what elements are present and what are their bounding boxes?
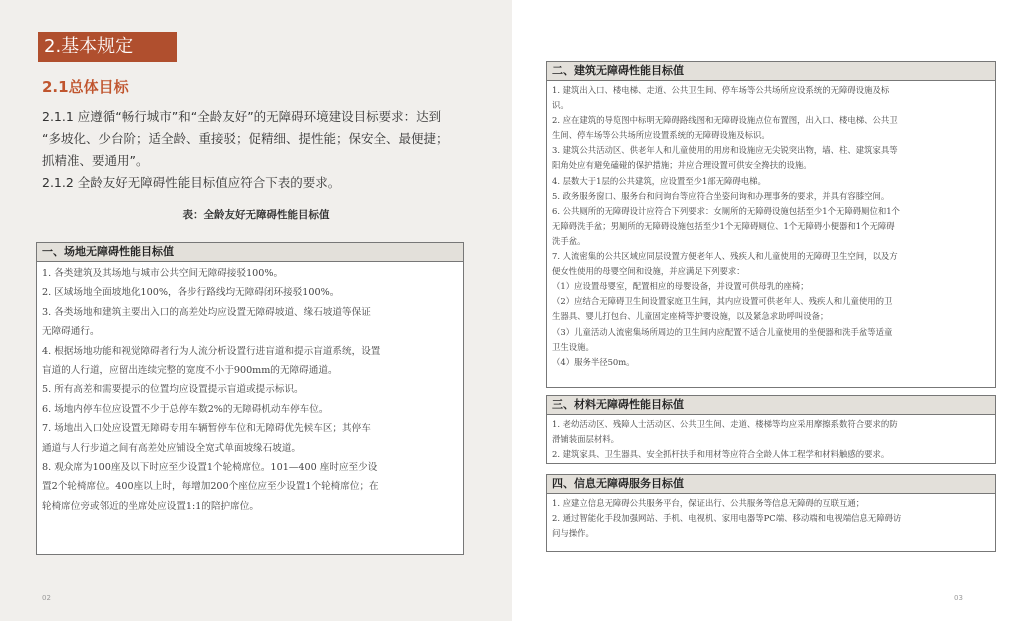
information-box-body	[547, 494, 995, 543]
paragraph-2-1-2: 2.1.2 全龄友好无障碍性能目标值应符合下表的要求。	[42, 175, 341, 190]
list-item: 2. 建筑家具、卫生器具、安全抓杆扶手和用材等应符合全龄人体工程学和材料触感的要求。	[552, 449, 890, 460]
list-item: （3）儿童活动人流密集场所周边的卫生间内应配置不适合儿童使用的坐便器和洗手盆等适童	[552, 326, 893, 337]
page-number-left: 02	[42, 594, 51, 602]
information-box-title: 四、信息无障碍服务目标值	[547, 475, 995, 494]
list-item: 滑铺装面层材料。	[552, 434, 619, 445]
list-item: 2. 应在建筑的导览图中标明无障碍路线图和无障碍设施点位布置图，出入口、楼电梯、公共卫	[552, 115, 898, 126]
list-item: 1. 建筑出入口、楼电梯、走道、公共卫生间、停车场等公共场所应设系统的无障碍设施及标	[552, 85, 890, 95]
list-item: 4. 根据场地功能和视觉障碍者行为人流分析设置行进盲道和提示盲道系统，设置	[42, 345, 381, 357]
material-box-title: 三、材料无障碍性能目标值	[547, 396, 995, 415]
list-item: 阳角处应有避免磕碰的保护措施；并应合理设置可供安全搀扶的设施。	[552, 160, 812, 171]
table-caption: 表：全龄友好无障碍性能目标值	[182, 209, 330, 221]
list-item: 7. 场地出入口处应设置无障碍专用车辆暂停车位和无障碍优先候车区；其停车	[42, 423, 371, 435]
list-item: 识。	[552, 100, 569, 111]
list-item: 置2个轮椅席位。400座以上时，每增加200个座位应至少设置1个轮椅席位；在	[42, 481, 379, 493]
page-number-right: 03	[954, 594, 963, 602]
building-box-title: 二、建筑无障碍性能目标值	[547, 62, 995, 81]
building-accessibility-box	[546, 61, 996, 388]
list-item: 洗手盆。	[552, 235, 586, 246]
list-item: 2. 区域场地全面坡地化100%，各步行路线均无障碍闭环接驳100%。	[42, 287, 340, 299]
list-item: 3. 各类场地和建筑主要出入口的高差处均应设置无障碍坡道、缘石坡道等保证	[42, 306, 371, 318]
material-accessibility-box	[546, 395, 996, 464]
site-box-title: 一、场地无障碍性能目标值	[37, 243, 463, 262]
list-item: 6. 场地内停车位应设置不少于总停车数2%的无障碍机动车停车位。	[42, 403, 329, 415]
section-title: 2.1总体目标	[42, 78, 129, 96]
list-item: 4. 层数大于1层的公共建筑，应设置至少1部无障碍电梯。	[552, 175, 766, 186]
list-item: 卫生设施。	[552, 341, 594, 352]
list-item: 无障碍通行。	[42, 326, 100, 338]
list-item: 7. 人流密集的公共区域应同层设置方便老年人、残疾人和儿童使用的无障碍卫生空间，以及方	[552, 251, 898, 262]
list-item: 通道与人行步道之间有高差处应铺设全宽式单面坡缘石坡道。	[42, 442, 302, 454]
site-box-body	[37, 262, 463, 518]
paragraph-line: “多坡化、少台阶；适全龄、重接驳；促精细、提性能；保安全、最便捷；	[42, 131, 449, 146]
list-item: 8. 观众席为100座及以下时应至少设置1个轮椅席位。101—400 座时应至少设	[42, 462, 378, 474]
list-item: 2. 通过智能化手段加强网站、手机、电视机、家用电器等PC端、移动端和电视端信息无障碍访	[552, 513, 902, 524]
list-item: 盲道的人行道，应留出连续完整的宽度不小于900mm的无障碍通道。	[42, 365, 338, 377]
list-item: 1. 各类建筑及其场地与城市公共空间无障碍接驳100%。	[42, 268, 284, 279]
site-accessibility-box	[36, 242, 464, 555]
list-item: 无障碍洗手盆；男厕所的无障碍设施包括至少1个无障碍厕位、1个无障碍小便器和1个无障碍	[552, 220, 895, 231]
paragraph-line: 2.1.1 应遵循“畅行城市”和“全龄友好”的无障碍环境建设目标要求：达到	[42, 109, 442, 124]
list-item: 便女性使用的母婴空间和设施，并应满足下列要求：	[552, 266, 745, 277]
list-item: 问与操作。	[552, 528, 594, 539]
list-item: 生间、停车场等公共场所应设置系统的无障碍设施及标识。	[552, 130, 770, 141]
paragraph-line: 抓精准、要通用”。	[42, 153, 149, 168]
information-accessibility-box	[546, 474, 996, 552]
list-item: （2）应结合无障碍卫生间设置家庭卫生间，其内应设置可供老年人、残疾人和儿童使用的卫	[552, 296, 893, 307]
list-item: 1. 应建立信息无障碍公共服务平台，保证出行、公共服务等信息无障碍的互联互通；	[552, 498, 865, 508]
list-item: 3. 建筑公共活动区、供老年人和儿童使用的用房和设施应无尖锐突出物，墙、柱、建筑家具等	[552, 145, 898, 156]
chapter-title: 2.基本规定	[38, 32, 177, 62]
list-item: （4）服务半径50m。	[552, 356, 635, 367]
list-item: 轮椅席位旁或邻近的坐席处应设置1:1的陪护席位。	[42, 500, 259, 512]
list-item: 生器具、婴儿打包台、儿童固定座椅等护婴设施，以及紧急求助呼叫设备；	[552, 311, 829, 322]
list-item: 5. 所有高差和需要提示的位置均应设置提示盲道或提示标识。	[42, 384, 304, 396]
list-item: 5. 政务服务窗口、服务台和问询台等应符合坐姿问询和办理事务的要求，并具有容膝空间。	[552, 190, 890, 201]
paragraph-2-1-1	[42, 106, 472, 172]
list-item: 1. 老幼活动区、残障人士活动区、公共卫生间、走道、楼梯等均应采用摩擦系数符合要求的防	[552, 419, 898, 429]
list-item: （1）应设置母婴室，配置相应的母婴设备，并设置可供母乳的座椅；	[552, 281, 809, 292]
right-page	[512, 0, 1024, 621]
list-item: 6. 公共厕所的无障碍设计应符合下列要求：女厕所的无障碍设施包括至少1个无障碍厕位和1个	[552, 205, 900, 216]
building-box-body	[547, 81, 995, 372]
material-box-body	[547, 415, 995, 464]
